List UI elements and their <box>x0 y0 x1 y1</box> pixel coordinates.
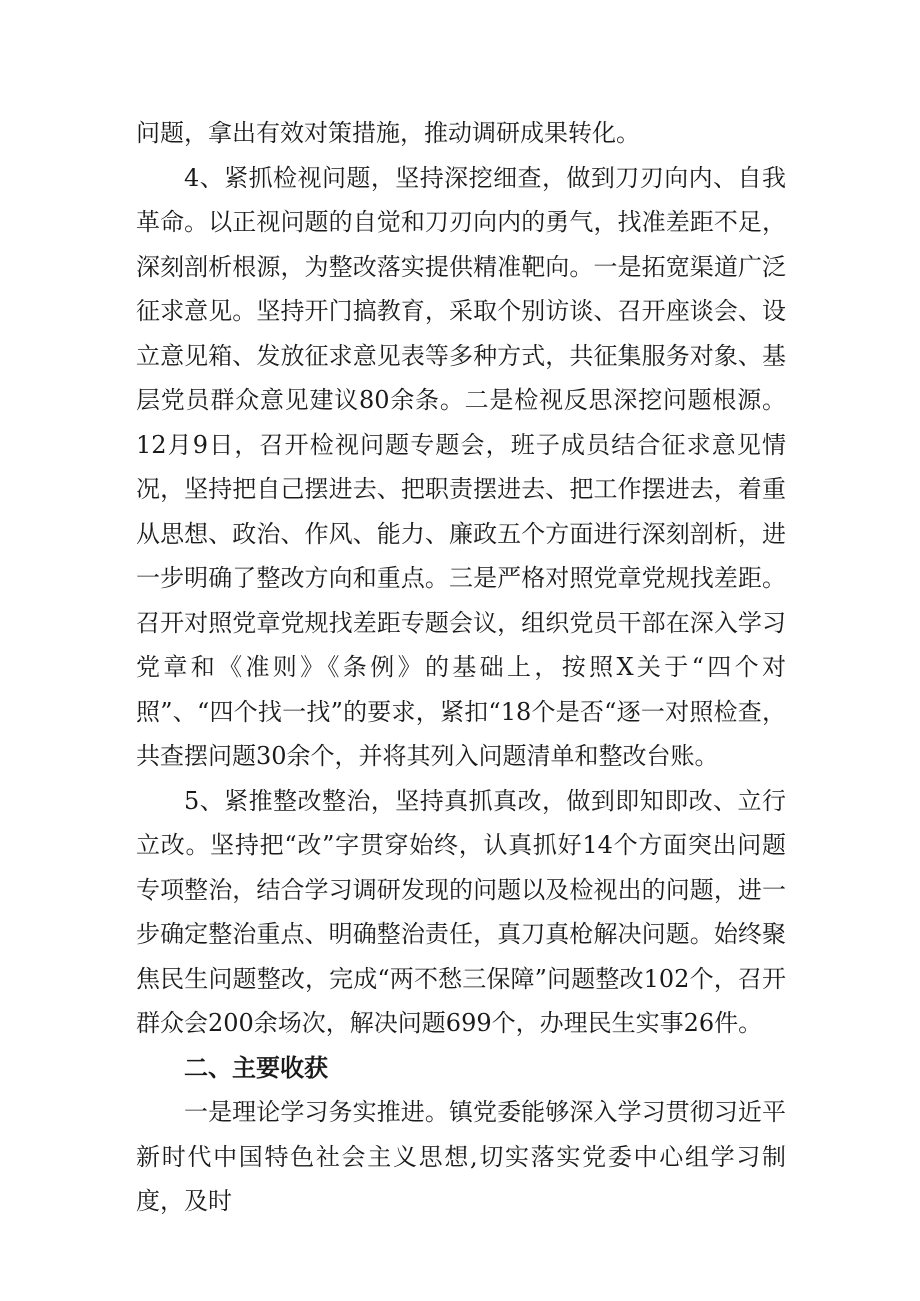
document-body <box>136 111 786 1224</box>
paragraph-continuation: 问题，拿出有效对策措施，推动调研成果转化。 <box>136 119 640 147</box>
paragraph-final: 一是理论学习务实推进。镇党委能够深入学习贯彻习近平新时代中国特色社会主义思想,切实落实党委中心组学习制度，及时 <box>136 1098 786 1215</box>
section-heading: 二、主要收获 <box>184 1053 328 1082</box>
paragraph-item-5: 5、紧推整改整治，坚持真抓真改，做到即知即改、立行立改。坚持把“改”字贯穿始终，认真抓好14个方面突出问题专项整治，结合学习调研发现的问题以及检视出的问题，进一步确定整治重点、明确整治责任，真刀真枪解决问题。始终聚焦民生问题整改，完成“两不愁三保障”问题整改102个，召开群众会200余场次，解决问题699个，办理民生实事26件。 <box>136 786 786 1037</box>
paragraph-item-4: 4、紧抓检视问题，坚持深挖细查，做到刀刃向内、自我革命。以正视问题的自觉和刀刃向内的勇气，找准差距不足，深刻剖析根源，为整改落实提供精准靶向。一是拓宽渠道广泛征求意见。坚持开门搞教育，采取个别访谈、召开座谈会、设立意见箱、发放征求意见表等多种方式，共征集服务对象、基层党员群众意见建议80余条。二是检视反思深挖问题根源。12月9日，召开检视问题专题会，班子成员结合征求意见情况，坚持把自己摆进去、把职责摆进去、把工作摆进去，着重从思想、政治、作风、能力、廉政五个方面进行深刻剖析，进一步明确了整改方向和重点。三是严格对照党章党规找差距。召开对照党章党规找差距专题会议，组织党员干部在深入学习党章和《准则》《条例》的基础上，按照X关于“四个对照”、“四个找一找”的要求，紧扣“18个是否“逐一对照检查，共查摆问题30余个，并将其列入问题清单和整改台账。 <box>136 163 786 770</box>
